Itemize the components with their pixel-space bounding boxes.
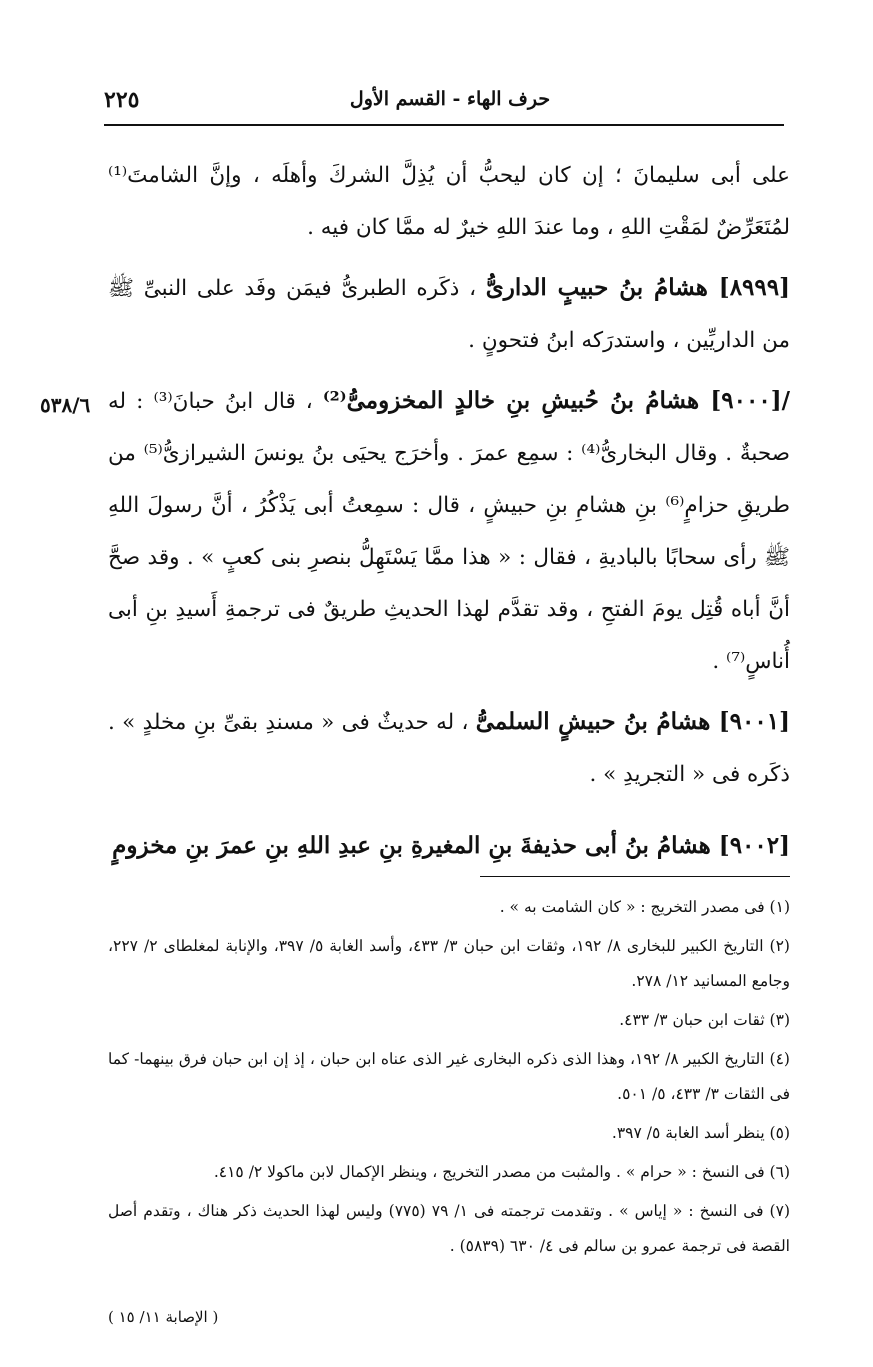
main-text [108, 150, 790, 809]
footnote-2: (٢) التاريخ الكبير للبخارى ٨/ ١٩٢، وثقات ابن حبان ٣/ ٤٣٣، وأسد الغابة ٥/ ٣٩٧، والإنابة لمغلطاى ٢/ ٢٢٧، وجامع المسانيد ١٢/ ٢٧٨. [108, 937, 790, 990]
entry-text: ، ذكَره الطبرىُّ فيمَن وفَد على النبىِّ ﷺ من الداريِّين ، واستدرَكه ابنُ فتحونٍ . [108, 276, 790, 353]
volume-signature: ( الإصابة ١١/ ١٥ ) [108, 1308, 219, 1326]
footnote-divider [480, 876, 790, 877]
entry-heading: [٨٩٩٩] هشامُ بنُ حبيبٍ الدارىُّ [485, 274, 790, 301]
paragraph-continuation [108, 150, 790, 254]
footnote-7: (٧) فى النسخ : « إياس » . وتقدمت ترجمته فى ١/ ٧٩ (٧٧٥) وليس لهذا الحديث ذكر هناك ، وتقدم أصل القصة فى ترجمة عمرو بن سالم فى ٤/ ٦٣٠ (٥٨٣٩) . [108, 1202, 790, 1255]
footnote-4: (٤) التاريخ الكبير ٨/ ١٩٢، وهذا الذى ذكره البخارى غير الذى عناه ابن حبان ، إذ إن ابن حبان فرق بينهما- كما فى الثقات ٣/ ٤٣٣، ٥/ ٥٠١. [108, 1050, 790, 1103]
paragraph-text: على أبى سليمانَ ؛ إن كان ليحبُّ أن يُذِلَّ الشركَ وأهلَه ، وإنَّ الشامتَ⁽¹⁾ لمُتَعَرِّضٌ لمَقْتِ اللهِ ، وما عندَ اللهِ خيرٌ له ممَّا كان فيه . [108, 163, 790, 240]
entry-heading: [٩٠٠١] هشامُ بنُ حبيشٍ السلمىُّ [475, 708, 790, 735]
entry-9002-heading: [٩٠٠٢] هشامُ بنُ أبى حذيفةَ بنِ المغيرةِ بنِ عبدِ اللهِ بنِ عمرَ بنِ مخزومٍ [112, 832, 790, 859]
entry-text: ، له حديثٌ فى « مسندِ بقىِّ بنِ مخلدٍ » . ذكَره فى « التجريدِ » . [108, 710, 790, 787]
page-number: ٢٢٥ [104, 87, 140, 113]
entry-8999 [108, 262, 790, 367]
footnote-5: (٥) ينظر أسد الغابة ٥/ ٣٩٧. [611, 1124, 790, 1142]
entry-9001 [108, 696, 790, 801]
entry-9000 [108, 375, 790, 688]
entry-heading: /[٩٠٠٠] هشامُ بنُ حُبيشِ بنِ خالدٍ المخزومىُّ⁽²⁾ [322, 387, 790, 414]
footnotes [108, 890, 790, 1268]
footnote-3: (٣) ثقات ابن حبان ٣/ ٤٣٣. [619, 1011, 790, 1029]
footnote-1: (١) فى مصدر التخريج : « كان الشامت به » . [499, 898, 790, 916]
header-divider [104, 124, 784, 126]
entry-text: ، قال ابنُ حبانَ⁽³⁾ : له صحبةٌ . وقال البخارىُّ⁽⁴⁾ : سمِع عمرَ . وأخرَج يحيَى بنُ يونسَ الشيرازىُّ⁽⁵⁾ من طريقِ حزامٍ⁽⁶⁾ بنِ هشامِ بنِ حبيشٍ ، قال : سمِعتُ أبى يَذْكُرُ ، أنَّ رسولَ اللهِ ﷺ رأى سحابًا بالباديةِ ، فقال : « هذا ممَّا يَسْتَهِلُّ بنصرِ بنى كعبٍ » . وقد صحَّ أنَّ أباه قُتِل يومَ الفتحِ ، وقد تقدَّم لهذا الحديثِ طريقٌ فى ترجمةِ أَسيدِ بنِ أبى أُناسٍ⁽⁷⁾ . [108, 389, 790, 674]
running-head: حرف الهاء - القسم الأول [349, 88, 551, 110]
margin-reference: ٥٣٨/٦ [40, 393, 91, 417]
footnote-6: (٦) فى النسخ : « حرام » . والمثبت من مصدر التخريج ، وينظر الإكمال لابن ماكولا ٢/ ٤١٥. [213, 1163, 790, 1181]
